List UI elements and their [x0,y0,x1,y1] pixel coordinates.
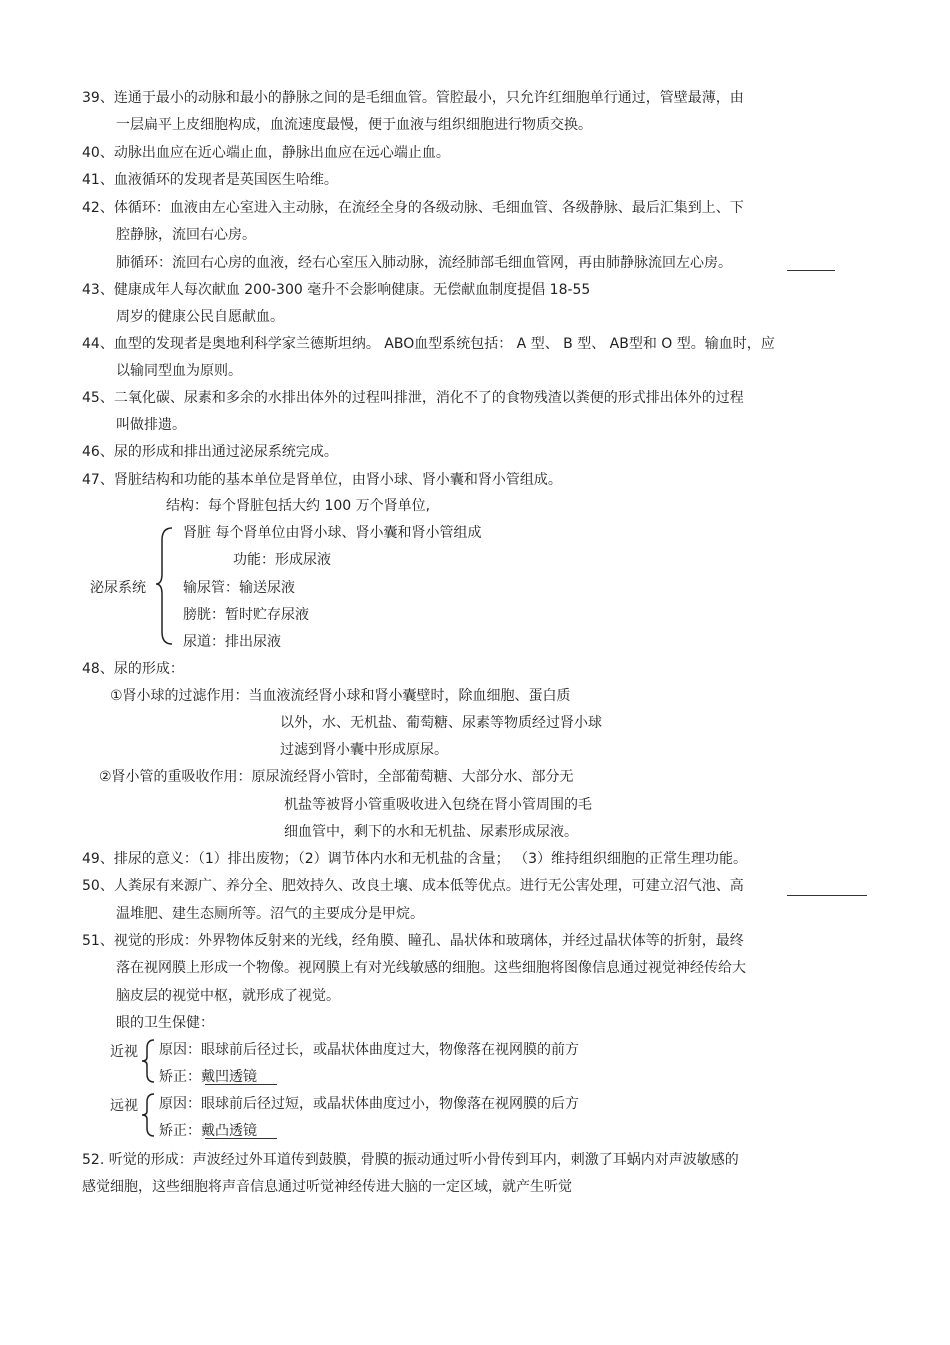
kidney-nephron: 肾脏 每个肾单位由肾小球、肾小囊和肾小管组成 [183,525,482,541]
item-45-line-2: 叫做排遗。 [116,417,186,433]
item-49: 49、排尿的意义：（1）排出废物；（2）调节体内水和无机盐的含量； （3）维持组织细胞的正常生理功能。 [82,851,747,867]
filtration-line-3: 过滤到肾小囊中形成原尿。 [280,742,448,758]
kidney-function: 功能：形成尿液 [233,552,331,568]
reabsorption-line-2: 机盐等被肾小管重吸收进入包绕在肾小管周围的毛 [284,797,592,813]
answer-blank [205,1138,277,1139]
item-43-line-1: 43、健康成年人每次献血 200-300 毫升不会影响健康。无偿献血制度提倡 18-55 [82,282,591,298]
item-41: 41、血液循环的发现者是英国医生哈维。 [82,172,338,188]
myopia-cause: 原因：眼球前后径过长，或晶状体曲度过大，物像落在视网膜的前方 [159,1042,579,1058]
item-51-line-3: 脑皮层的视觉中枢，就形成了视觉。 [116,988,340,1004]
item-44-line-2: 以输同型血为原则。 [116,363,242,379]
item-39-line-1: 39、连通于最小的动脉和最小的静脉之间的是毛细血管。管腔最小，只允许红细胞单行通过，管壁最薄，由 [82,90,744,106]
item-42-line-2: 腔静脉，流回右心房。 [116,227,256,243]
answer-blank [787,270,835,271]
kidney-structure: 结构：每个肾脏包括大约 100 万个肾单位, [166,498,431,514]
reabsorption-line-3: 细血管中，剩下的水和无机盐、尿素形成尿液。 [284,824,578,840]
item-52-line-1: 52. 听觉的形成：声波经过外耳道传到鼓膜，骨膜的振动通过听小骨传到耳内，刺激了耳蜗内对声波敏感的 [82,1152,739,1168]
item-51-line-2: 落在视网膜上形成一个物像。视网膜上有对光线敏感的细胞。这些细胞将图像信息通过视觉神经传给大 [116,960,746,976]
item-51-line-1: 51、视觉的形成：外界物体反射来的光线，经角膜、瞳孔、晶状体和玻璃体，并经过晶状体等的折射，最终 [82,933,744,949]
filtration-line-1: ①肾小球的过滤作用：当血液流经肾小球和肾小囊壁时，除血细胞、蛋白质 [110,688,571,704]
item-43-line-2: 周岁的健康公民自愿献血。 [116,309,284,325]
item-46: 46、尿的形成和排出通过泌尿系统完成。 [82,444,338,460]
eye-care-heading: 眼的卫生保健： [116,1015,214,1031]
filtration-line-2: 以外，水、无机盐、葡萄糖、尿素等物质经过肾小球 [280,715,602,731]
item-45-line-1: 45、二氧化碳、尿素和多余的水排出体外的过程叫排泄，消化不了的食物残渣以粪便的形式排出体外的过程 [82,390,744,406]
item-48: 48、尿的形成： [82,661,184,677]
kidney-brace [156,526,176,646]
item-44-line-1: 44、血型的发现者是奥地利科学家兰德斯坦纳。 ABO血型系统包括： A 型、 B 型、 AB型和 O 型。输血时，应 [82,336,775,352]
hyperopia-cause: 原因：眼球前后径过短，或晶状体曲度过小，物像落在视网膜的后方 [159,1096,579,1112]
myopia-label: 近视 [110,1044,138,1060]
hyperopia-label: 远视 [110,1098,138,1114]
item-39-line-2: 一层扁平上皮细胞构成，血流速度最慢，便于血液与组织细胞进行物质交换。 [116,117,592,133]
ureter: 输尿管：输送尿液 [183,580,295,596]
answer-blank [205,1084,277,1085]
item-42-line-1: 42、体循环：血液由左心室进入主动脉，在流经全身的各级动脉、毛细血管、各级静脉、最后汇集到上、下 [82,200,744,216]
urethra: 尿道：排出尿液 [183,634,281,650]
item-40: 40、动脉出血应在近心端止血，静脉出血应在远心端止血。 [82,145,450,161]
item-50-line-1: 50、人粪尿有来源广、养分全、肥效持久、改良土壤、成本低等优点。进行无公害处理，可建立沼气池、高 [82,878,744,894]
item-42-pulmonary: 肺循环：流回右心房的血液，经右心室压入肺动脉，流经肺部毛细血管网，再由肺静脉流回左心房。 [116,255,732,271]
urinary-system-label: 泌尿系统 [90,580,146,596]
item-50-line-2: 温堆肥、建生态厕所等。沼气的主要成分是甲烷。 [116,906,424,922]
hyperopia-correction: 矫正：戴凸透镜 [159,1123,257,1139]
hyperopia-brace [142,1092,156,1138]
item-47: 47、肾脏结构和功能的基本单位是肾单位，由肾小球、肾小囊和肾小管组成。 [82,472,562,488]
reabsorption-line-1: ②肾小管的重吸收作用：原尿流经肾小管时，全部葡萄糖、大部分水、部分无 [99,769,574,785]
item-52-line-2: 感觉细胞，这些细胞将声音信息通过听觉神经传进大脑的一定区域，就产生听觉 [82,1179,572,1195]
myopia-brace [142,1038,156,1084]
answer-blank [787,895,867,896]
myopia-correction: 矫正：戴凹透镜 [159,1069,257,1085]
bladder: 膀胱：暂时贮存尿液 [183,607,309,623]
